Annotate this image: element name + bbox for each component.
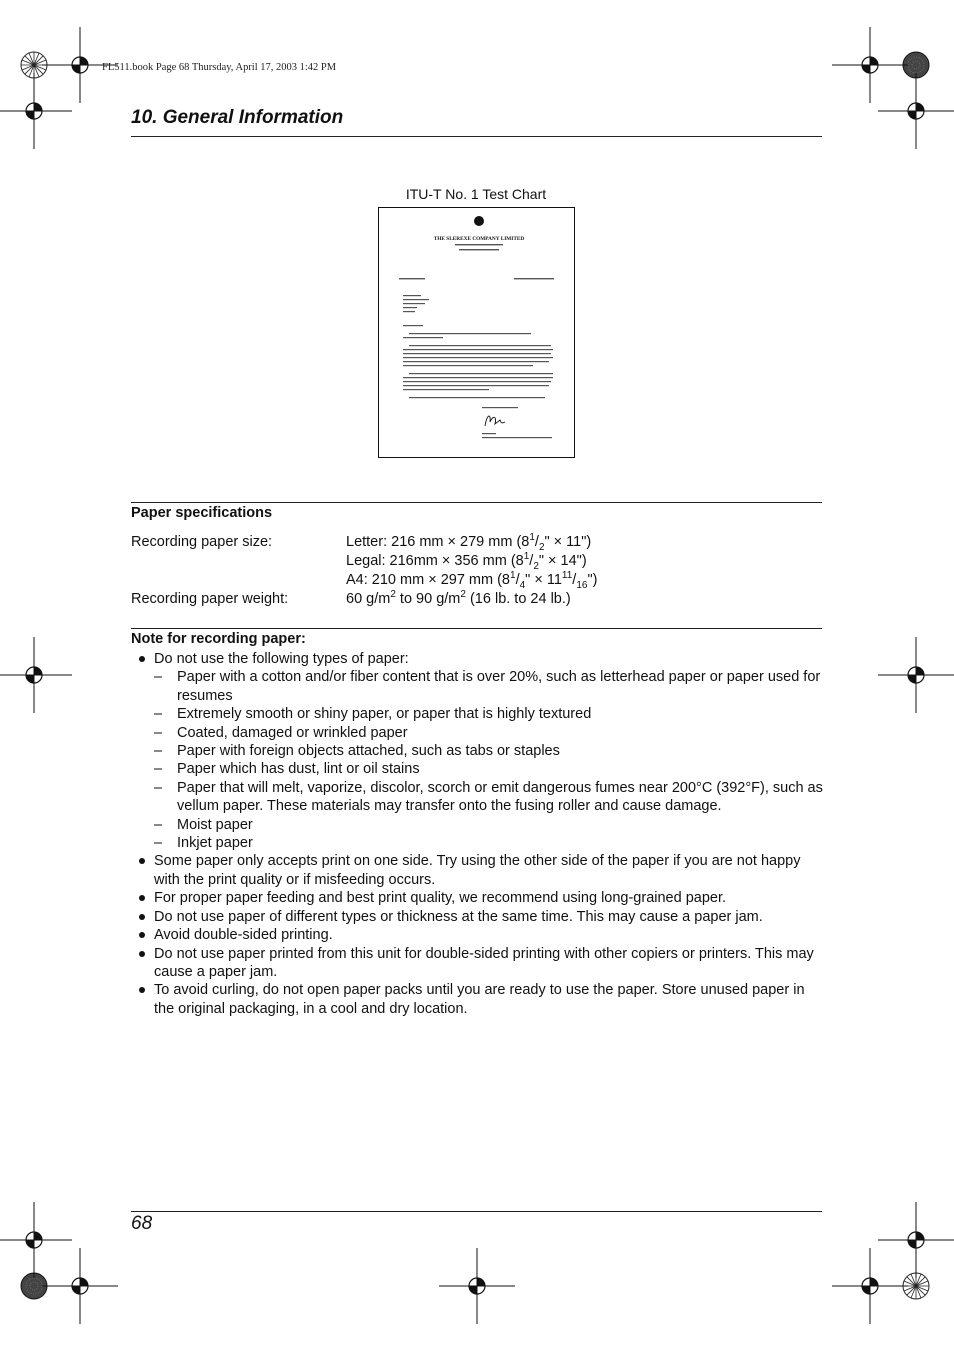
notes-heading: Note for recording paper: [131,631,306,647]
note-subitem: – Paper which has dust, lint or oil stains [131,760,823,778]
file-info-header: FL511.book Page 68 Thursday, April 17, 2003 1:42 PM [102,62,337,73]
recording-size-label: Recording paper size: [131,534,273,550]
note-subitem: – Extremely smooth or shiny paper, or paper that is highly textured [131,705,823,723]
specs-top-rule [131,502,822,503]
test-chart-company-name: THE SLEREXE COMPANY LIMITED [433,236,525,242]
header-rule [131,136,822,137]
note-subitem: – Moist paper [131,816,823,834]
note-subitem: – Inkjet paper [131,834,823,852]
letter-size-value: Letter: 216 mm × 279 mm ($8^1/_2$" × 11") [346,532,592,553]
paper-specs-heading: Paper specifications [131,505,273,521]
a4-size-value: A4: 210 mm × 297 mm ($8^1/_4$" × $11^{11}/_{16}$") [346,570,598,591]
note-item: Do not use paper printed from this unit for double-sided printing with other copiers or printers. This may cause a paper jam. [131,945,823,982]
note-item: Avoid double-sided printing. [131,926,823,944]
test-chart-letter-graphic [379,208,574,457]
footer-rule [131,1211,822,1212]
note-subitem: – Paper that will melt, vaporize, discolor, scorch or emit dangerous fumes near 200°C (392°F), such as vellum paper. These materials may transfer onto the fusing roller and cause damage. [131,779,823,816]
test-chart-image [378,207,575,458]
notes-list [131,650,823,1018]
note-item: Some paper only accepts print on one side. Try using the other side of the paper if you are not happy with the print quality or if misfeeding occurs. [131,852,823,889]
note-item: For proper paper feeding and best print quality, we recommend using long-grained paper. [131,889,823,907]
recording-weight-value: 60 $g/m^2$ to 90 $g/m^2$ (16 lb. to 24 lb.) [346,589,571,607]
note-subitem: – Paper with foreign objects attached, such as tabs or staples [131,742,823,760]
recording-weight-label: Recording paper weight: [131,591,289,607]
note-item: Do not use the following types of paper: [131,650,823,668]
note-subitem: – Paper with a cotton and/or fiber content that is over 20%, such as letterhead paper or paper used for resumes [131,668,823,705]
test-chart-caption: ITU-T No. 1 Test Chart [405,186,547,202]
notes-top-rule [131,628,822,629]
section-title: 10. General Information [131,107,344,128]
note-subitem: – Coated, damaged or wrinkled paper [131,724,823,742]
note-item: To avoid curling, do not open paper packs until you are ready to use the paper. Store unused paper in the original packaging, in a cool and dry location. [131,981,823,1018]
note-item: Do not use paper of different types or thickness at the same time. This may cause a paper jam. [131,908,823,926]
page-number: 68 [131,1213,153,1234]
legal-size-value: Legal: 216mm × 356 mm ($8^1/_2$" × 14") [346,551,587,572]
